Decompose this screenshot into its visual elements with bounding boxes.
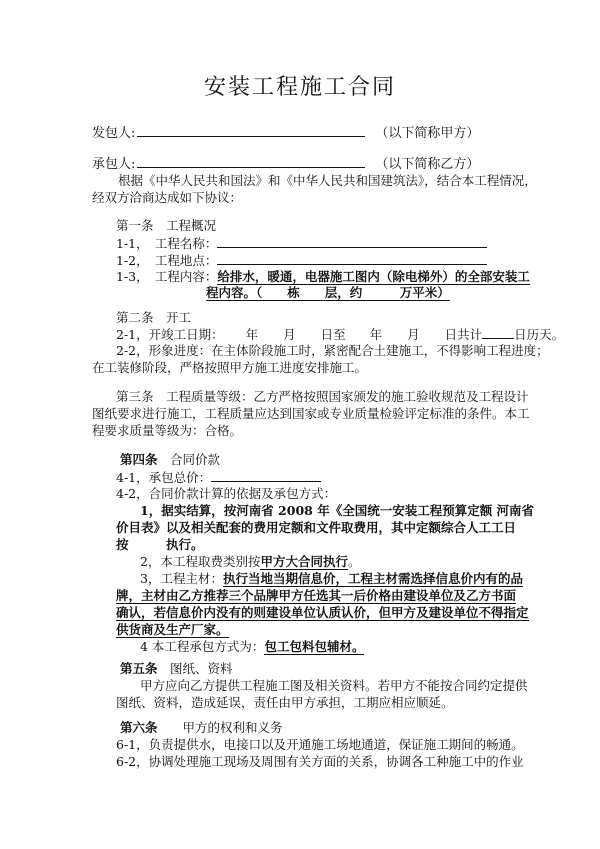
project-content-line-2 [206,285,450,301]
preamble-line-1: 根据《中华人民共和国法》和《中华人民共和国建筑法》，结合本工程情况， [118,173,537,188]
project-content-text-1: 给排水，暖通，电器施工图内（除电梯外）的全部安装工 [217,269,530,284]
item3-line-3 [116,605,529,621]
item3-text-4: 供货商及生产厂家。 [116,622,229,637]
project-location-line [116,252,487,269]
project-content-label: 1-3， 工程内容： [116,269,218,284]
item3-line-4 [116,622,229,638]
calendar-days-unit: 日历天。 [514,327,565,342]
item3-line-2 [116,588,516,604]
item2-underlined: 甲方大合同执行 [260,554,348,569]
contractor-note: （以下简称乙方） [375,157,480,172]
article4-title: 合同价款 [157,452,221,467]
article4-heading [120,452,220,468]
project-location-label: 1-2， 工程地点： [116,253,218,268]
contractor-blank[interactable] [137,154,365,168]
item1-line-2: 价目表》以及相关配套的费用定额和文件取费用，其中定额综合人工工日 [116,520,517,535]
item2-prefix: 2，本工程取费类别按 [140,554,261,569]
contractor-label: 承包人: [92,157,136,172]
item2-suffix: 。 [347,554,361,569]
employer-label: 发包人: [92,126,136,141]
article5-number: 第五条 [120,661,158,676]
employer-blank[interactable] [137,123,365,137]
project-content-line-1 [116,269,530,285]
total-price-label: 4-1，承包总价： [116,470,212,485]
employer-line [92,123,479,143]
preamble-line-2: 经双方洽商达成如下协议： [92,190,243,205]
item4-bold: 包工包料包辅材。 [264,639,365,654]
quality-line-3: 程要求质量等级为：合格。 [92,423,243,438]
end-date-text: 年 月 日共计 [369,327,483,342]
item3-text-3: 确认，若信息价内没有的则建设单位认质认价，但甲方及建设单位不得指定 [116,605,529,620]
article5-title: 图纸、资料 [157,661,233,676]
project-content-text-2: 程内容。（ 栋 层，约 万平米） [206,285,450,300]
quality-line-1: 第三条 工程质量等级：乙方严格按照国家颁发的施工验收规范及工程设计 [116,389,529,404]
total-price-line [116,469,321,486]
article5-heading [120,661,233,677]
pricing-basis-line: 4-2，合同价款计算的依据及承包方式： [116,486,337,501]
project-location-blank[interactable] [217,252,487,265]
schedule-label: 2-1，开竣工日期： [116,327,224,342]
progress-line-1: 2-2，形象进度：在主体阶段施工时，紧密配合土建施工，不得影响工程进度； [116,343,549,358]
article4-number: 第四条 [120,452,158,467]
item3-line-1 [140,571,523,587]
item1-line-3: 按 执行。 [116,537,204,552]
project-name-label: 1-1， 工程名称： [116,236,218,251]
item4-prefix: 4 本工程承包方式为： [140,639,265,654]
schedule-line [116,326,564,343]
drawings-line-1: 甲方应向乙方提供工程施工图及相关资料。若甲方不能按合同约定提供 [140,678,528,693]
item1-line-1: 1，据实结算，按河南省 2008 年《全国统一安装工程预算定额 河南省 [140,503,535,518]
drawings-line-2: 图纸、资料，造成延误，责任由甲方承担，工期应相应顺延。 [116,695,454,710]
progress-line-2: 在工装修阶段，严格按照甲方施工进度安排施工。 [92,360,368,375]
start-date-text: 年 月 日至 [245,327,346,342]
document-title: 安装工程施工合同 [203,75,396,100]
item3-text-1: 执行当地当期信息价，工程主材需选择信息价内有的品 [222,571,523,586]
obligation-6-2: 6-2，协调处理施工现场及周围有关方面的关系，协调各工种施工中的作业 [116,754,524,769]
quality-line-2: 图纸要求进行施工，工程质量应达到国家或专业质量检验评定标准的条件。本工 [92,406,530,421]
article1-heading: 第一条 工程概况 [116,218,217,233]
article6-title: 甲方的权利和义务 [157,720,283,735]
employer-note: （以下简称甲方） [375,126,480,141]
article6-heading [120,720,283,736]
total-price-blank[interactable] [211,469,321,482]
project-name-blank[interactable] [217,235,487,248]
calendar-days-blank[interactable] [482,326,514,339]
item3-prefix: 3，工程主材： [140,571,223,586]
item3-text-2: 牌，主材由乙方推荐三个品牌甲方任选其一后价格由建设单位及乙方书面 [116,588,517,603]
contractor-line [92,154,479,174]
article6-number: 第六条 [120,720,158,735]
item4-line [140,639,364,655]
obligation-6-1: 6-1，负责提供水，电接口以及开通施工场地通道，保证施工期间的畅通。 [116,737,524,752]
item2-line [140,554,361,570]
project-name-line [116,235,487,252]
article2-heading: 第二条 开工 [116,310,192,325]
